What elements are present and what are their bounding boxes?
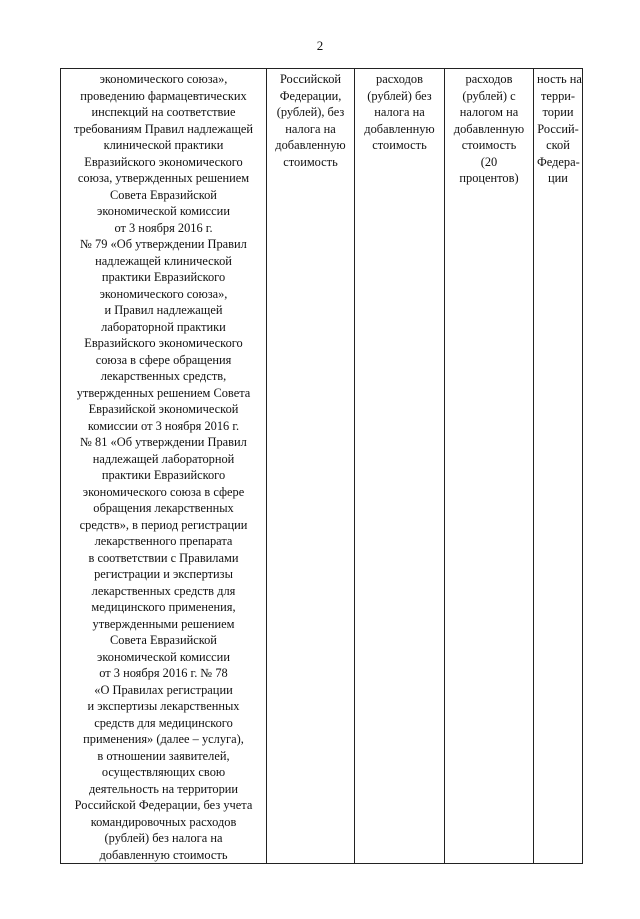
text-line: и Правил надлежащей [104, 303, 223, 317]
text-line: Федерации, [279, 88, 342, 103]
text-line: (рублей) без налога на [104, 831, 223, 845]
text-line: проведению фармацевтических [80, 88, 247, 103]
text-line: расходов [465, 72, 513, 86]
text-line: расходов [376, 72, 423, 86]
text-line: Российской Федерации, без учета [74, 798, 253, 812]
activity-territory-cell [534, 69, 583, 864]
cost-without-vat-header-text [358, 71, 441, 154]
text-line: средств для медицинского [94, 715, 233, 730]
text-line: № 79 «Об утверждении Правил [80, 237, 247, 251]
text-line: экономической комиссии [97, 204, 230, 218]
cost-with-vat-cell [445, 69, 534, 864]
text-line: ской [546, 138, 570, 152]
text-line: экономического союза», [99, 286, 228, 301]
text-line: № 81 «Об утверждении Правил [80, 435, 247, 449]
text-line: союза в сфере обращения [95, 352, 232, 367]
text-line: деятельность на территории [88, 781, 239, 796]
text-line: клинической практики [103, 138, 224, 152]
text-line: в отношении заявителей, [97, 748, 230, 763]
text-line: (20 [480, 154, 498, 169]
text-line: от 3 ноября 2016 г. [114, 220, 213, 235]
text-line: осуществляющих свою [101, 765, 226, 779]
text-line: надлежащей лабораторной [92, 451, 235, 466]
page-number: 2 [316, 38, 324, 53]
text-line: (рублей) без [367, 88, 432, 103]
text-line: применения» (далее – услуга), [83, 732, 244, 746]
text-line: практики Евразийского [101, 270, 226, 284]
text-line: Российской [279, 72, 342, 86]
text-line: Совета Евразийской [110, 633, 217, 647]
text-line: стоимость [372, 138, 427, 152]
text-line: налога на [285, 121, 336, 136]
text-line: утвержденных решением Совета [76, 385, 251, 400]
cost-with-vat-header-text [448, 71, 530, 187]
text-line: ции [548, 171, 568, 185]
text-line: и экспертизы лекарственных [87, 699, 240, 713]
text-line: добавленную [275, 138, 346, 152]
text-line: стоимость [283, 154, 338, 169]
text-line: (рублей) с [462, 88, 516, 103]
text-line: лекарственных средств для [91, 583, 236, 598]
text-line: средств», в период регистрации [79, 517, 248, 532]
fee-table [60, 68, 583, 864]
table-row [61, 69, 583, 864]
text-line: Евразийского экономического [84, 336, 243, 350]
text-line: (рублей), без [276, 105, 345, 119]
text-line: Федера- [537, 154, 580, 169]
text-line: ность на [537, 72, 582, 86]
service-description-text [64, 71, 263, 863]
text-line: от 3 ноября 2016 г. № 78 [99, 666, 228, 680]
service-description-cell [61, 69, 267, 864]
activity-territory-header-text [537, 71, 582, 187]
text-line: лекарственного препарата [94, 534, 233, 548]
text-line: надлежащей клинической [95, 253, 232, 268]
territory-cost-cell [267, 69, 355, 864]
text-line: экономического союза», [99, 72, 228, 86]
text-line: экономической комиссии [97, 649, 230, 664]
text-line: Россий- [537, 121, 579, 136]
text-line: лабораторной практики [101, 319, 226, 334]
text-line: инспекций на соответствие [91, 105, 236, 119]
text-line: добавленную [453, 121, 525, 136]
text-line: медицинского применения, [91, 600, 236, 614]
text-line: Евразийского экономического [84, 154, 243, 169]
text-line: комиссии от 3 ноября 2016 г. [87, 418, 240, 433]
text-line: регистрации и экспертизы [94, 567, 233, 581]
text-line: терри- [540, 88, 576, 103]
text-line: Евразийской экономической [88, 402, 239, 416]
text-line: обращения лекарственных [93, 501, 234, 515]
text-line: «О Правилах регистрации [94, 682, 233, 697]
text-line: налогом на [459, 105, 519, 119]
text-line: Совета Евразийской [110, 187, 217, 202]
text-line: требованиям Правил надлежащей [73, 121, 254, 136]
text-line: утвержденными решением [92, 616, 235, 631]
territory-cost-header-text [270, 71, 351, 170]
text-line: добавленную [364, 121, 435, 136]
text-line: союза, утвержденных решением [77, 171, 250, 185]
text-line: тории [542, 105, 574, 119]
text-line: практики Евразийского [101, 468, 226, 482]
text-line: в соответствии с Правилами [88, 550, 239, 565]
text-line: командировочных расходов [90, 814, 237, 829]
cost-without-vat-cell [355, 69, 445, 864]
text-line: лекарственных средств, [100, 369, 227, 383]
text-line: налога на [374, 105, 425, 119]
text-line: стоимость [461, 138, 517, 152]
text-line: экономического союза в сфере [82, 484, 245, 499]
text-line: процентов) [459, 171, 519, 185]
text-line: добавленную стоимость [99, 847, 228, 862]
